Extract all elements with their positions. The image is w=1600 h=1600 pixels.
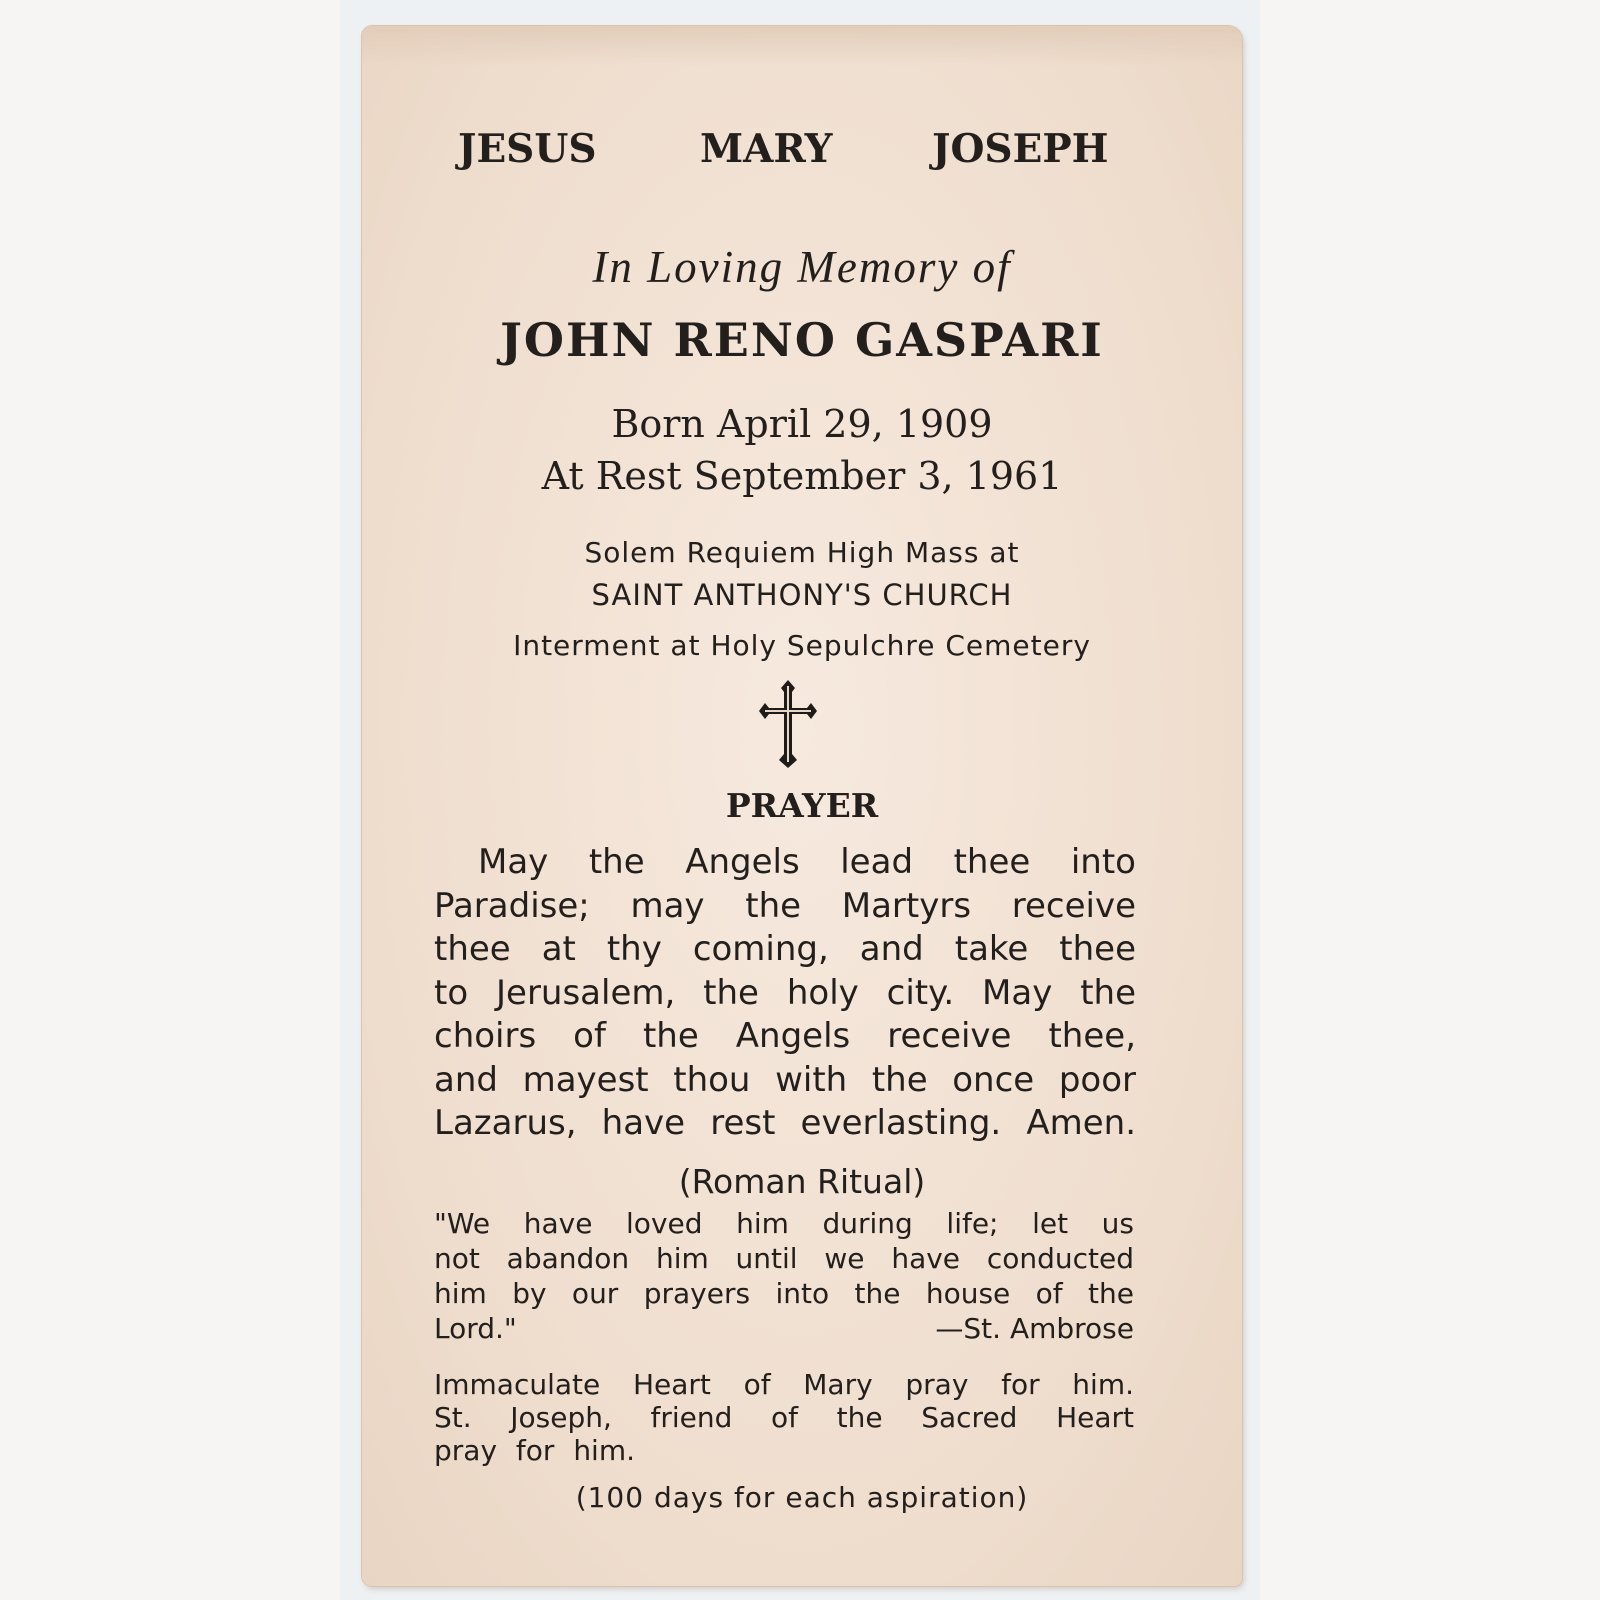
quote-line: "We have loved him during life; let us (434, 1207, 1134, 1240)
aspirations (434, 1368, 1134, 1467)
holy-names-header (362, 126, 1242, 176)
aspiration-line: pray for him. (434, 1434, 636, 1467)
birth-date: Born April 29, 1909 (611, 402, 993, 446)
prayer-line: thee at thy coming, and take thee (434, 929, 1136, 969)
quote-line: Lord." (434, 1312, 517, 1345)
memory-line: In Loving Memory of (592, 242, 1012, 292)
prayer-text (434, 841, 1136, 1146)
prayer-line: to Jerusalem, the holy city. May the (434, 972, 1136, 1013)
quote-line: him by our prayers into the house of the (434, 1277, 1134, 1310)
death-date: At Rest September 3, 1961 (541, 454, 1063, 498)
prayer-heading: PRAYER (725, 786, 879, 825)
prayer-line: May the Angels lead thee into (478, 842, 1136, 882)
church-name: SAINT ANTHONY'S CHURCH (591, 578, 1013, 612)
interment-line: Interment at Holy Sepulchre Cemetery (513, 629, 1091, 662)
cross-icon (757, 678, 819, 770)
prayer-line: Paradise; may the Martyrs receive (434, 885, 1136, 926)
quote-line: not abandon him until we have conducted (434, 1242, 1134, 1275)
mass-line: Solem Requiem High Mass at (584, 536, 1020, 569)
prayer-line: choirs of the Angels receive thee, (434, 1016, 1136, 1056)
quote-last-line (434, 1311, 1134, 1346)
quote-attribution: —St. Ambrose (935, 1312, 1134, 1345)
holy-name-mary: MARY (700, 126, 833, 172)
memorial-prayer-card (362, 26, 1242, 1586)
prayer-line: and mayest thou with the once poor (434, 1059, 1136, 1100)
indulgence-note: (100 days for each aspiration) (575, 1481, 1029, 1514)
aspiration-line: Immaculate Heart of Mary pray for him. (434, 1368, 1134, 1401)
aspiration-line: St. Joseph, friend of the Sacred Heart (434, 1401, 1134, 1434)
holy-name-jesus: JESUS (458, 126, 597, 172)
st-ambrose-quote (434, 1206, 1134, 1346)
holy-name-joseph: JOSEPH (932, 126, 1109, 172)
deceased-name: JOHN RENO GASPARI (500, 313, 1104, 367)
prayer-line: Lazarus, have rest everlasting. Amen. (434, 1103, 1136, 1143)
prayer-source: (Roman Ritual) (678, 1162, 926, 1201)
